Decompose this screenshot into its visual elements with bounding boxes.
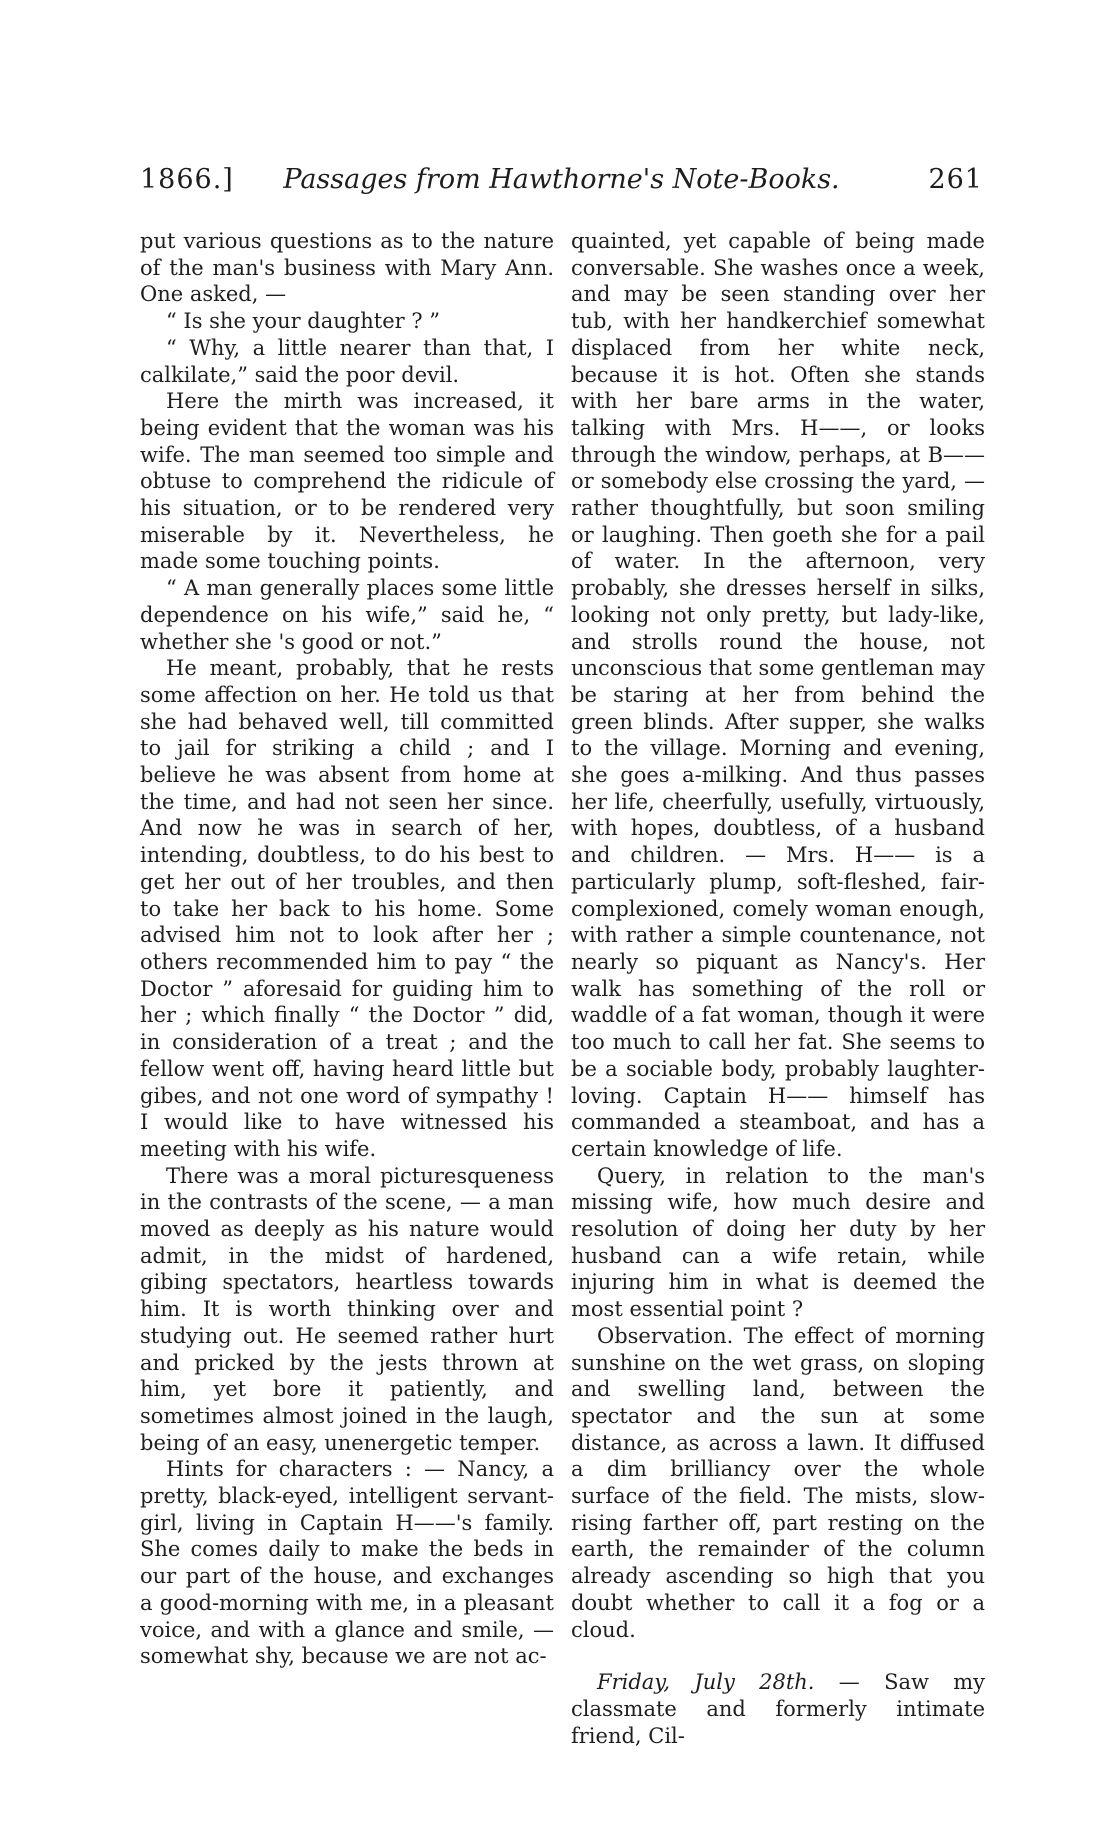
paragraph: Here the mirth was increased, it being evident that the woman was his wife. The man seemed too simple and obtuse to comprehend the ridicule of his situation, or to be rendered very miserable by it. Nevertheless, he made some touching points. xyxy=(140,389,554,574)
page-number: 261 xyxy=(928,164,983,195)
paragraph: “ A man generally places some little dependence on his wife,” said he, “ whether she 's good or not.” xyxy=(140,576,554,654)
journal-entry xyxy=(571,1669,985,1749)
entry-text: — Saw my classmate and formerly intimate friend, Cil- xyxy=(571,1670,986,1748)
paragraph: quainted, yet capable of being made conversable. She washes once a week, and may be seen standing over her tub, with her handkerchief somewhat displaced from her white neck, because it is hot. Often she stands with her bare arms in the water, talking with Mrs. H——, or looks through the window, perhaps, at B—— or somebody else crossing the yard, — rather thoughtfully, but soon smiling or laughing. Then goeth she for a pail of water. In the afternoon, very probably, she dresses herself in silks, looking not only pretty, but lady-like, and strolls round the house, not unconscious that some gentleman may be staring at her from behind the green blinds. After supper, she walks to the village. Morning and evening, she goes a-milking. And thus passes her life, cheerfully, usefully, virtuously, with hopes, doubtless, of a husband and children. — Mrs. H—— is a particularly plump, soft-fleshed, fair-complexioned, comely woman enough, with rather a simple countenance, not nearly so piquant as Nancy's. Her walk has something of the roll or waddle of a fat woman, though it were too much to call her fat. She seems to be a sociable body, probably laughter-loving. Captain H—— himself has commanded a steamboat, and has a certain knowledge of life. xyxy=(571,229,985,1161)
paragraph: Query, in relation to the man's missing wife, how much desire and resolution of doing her duty by her husband can a wife retain, while injuring him in what is deemed the most essential point ? xyxy=(571,1163,985,1322)
left-column xyxy=(140,228,554,1670)
paragraph: put various questions as to the nature of the man's business with Mary Ann. One asked, — xyxy=(140,229,554,307)
entry-date: Friday, July 28th. xyxy=(597,1670,815,1695)
header-year: 1866.] xyxy=(140,164,234,195)
right-column xyxy=(571,228,985,1749)
paragraph: “ Why, a little nearer than that, I calkilate,” said the poor devil. xyxy=(140,335,554,387)
header-title: Passages from Hawthorne's Note-Books. xyxy=(283,164,840,195)
paragraph: Hints for characters : — Nancy, a pretty, black-eyed, intelligent servant-girl, living in Captain H——'s family. She comes daily to make the beds in our part of the house, and exchanges a good-morning with me, in a pleasant voice, and with a glance and smile, — somewhat shy, because we are not ac- xyxy=(140,1457,554,1669)
paragraph: “ Is she your daughter ? ” xyxy=(166,309,441,334)
paragraph: He meant, probably, that he rests some affection on her. He told us that she had behaved well, till committed to jail for striking a child ; and I believe he was absent from home at the time, and had not seen her since. And now he was in search of her, intending, doubtless, to do his best to get her out of her troubles, and then to take her back to his home. Some advised him not to look after her ; others recommended him to pay “ the Doctor ” aforesaid for guiding him to her ; which finally “ the Doctor ” did, in consideration of a treat ; and the fellow went off, having heard little but gibes, and not one word of sympathy ! I would like to have witnessed his meeting with his wife. xyxy=(140,656,554,1161)
running-head xyxy=(140,164,983,204)
paragraph: Observation. The effect of morning sunshine on the wet grass, on sloping and swelling land, between the spectator and the sun at some distance, as across a lawn. It diffused a dim brilliancy over the whole surface of the field. The mists, slow-rising farther off, part resting on the earth, the remainder of the column already ascending so high that you doubt whether to call it a fog or a cloud. xyxy=(571,1323,985,1642)
paragraph: There was a moral picturesqueness in the contrasts of the scene, — a man moved as deeply as his nature would admit, in the midst of hardened, gibing spectators, heartless towards him. It is worth thinking over and studying out. He seemed rather hurt and pricked by the jests thrown at him, yet bore it patiently, and sometimes almost joined in the laugh, being of an easy, unenergetic temper. xyxy=(140,1163,554,1455)
